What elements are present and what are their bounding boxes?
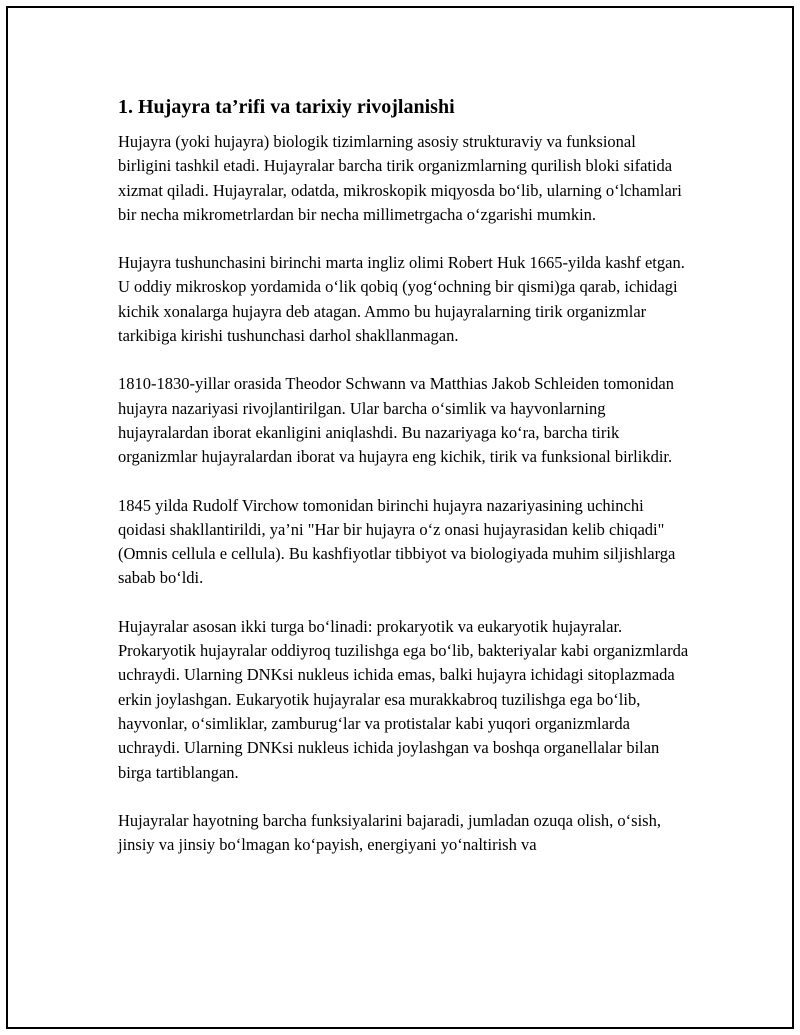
paragraph-definition: Hujayra (yoki hujayra) biologik tizimlarning asosiy strukturaviy va funksional birligini tashkil etadi. Hujayralar barcha tirik organizmlarning qurilish bloki sifatida xizmat qiladi. Hujayralar, odatda, mikroskopik miqyosda boʻlib, ularning oʻlchamlari bir necha mikrometrlardan bir necha millimetrgacha oʻzgarishi mumkin. [118, 132, 682, 224]
document-body [118, 94, 693, 881]
paragraph-cell-functions: Hujayralar hayotning barcha funksiyalarini bajaradi, jumladan ozuqa olish, oʻsish, jinsiy va jinsiy boʻlmagan koʻpayish, energiyani yoʻnaltirish va [118, 810, 661, 855]
paragraph-virchow: 1845 yilda Rudolf Virchow tomonidan birinchi hujayra nazariyasining uchinchi qoidasi shakllantirildi, ya’ni "Har bir hujayra oʻz onasi hujayrasidan kelib chiqadi" (Omnis cellula e cellula). Bu kashfiyotlar tibbiyot va biologiyada muhim siljishlarga sabab boʻldi. [118, 495, 676, 588]
paragraph-cell-types: Hujayralar asosan ikki turga boʻlinadi: prokaryotik va eukaryotik hujayralar. Prokaryotik hujayralar oddiyroq tuzilishga ega boʻlib, bakteriyalar kabi organizmlarda uchraydi. Ularning DNKsi nukleus ichida emas, balki hujayra ichidagi sitoplazmada erkin joylashgan. Eukaryotik hujayralar esa murakkabroq tuzilishga ega boʻlib, hayvonlar, oʻsimliklar, zamburugʻlar va protistalar kabi yuqori organizmlarda uchraydi. Ularning DNKsi nukleus ichida joylashgan va boshqa organellalar bilan birga tartiblangan. [118, 616, 689, 782]
paragraph-cell-theory: 1810-1830-yillar orasida Theodor Schwann va Matthias Jakob Schleiden tomonidan hujayra nazariyasi rivojlantirilgan. Ular barcha oʻsimlik va hayvonlarning hujayralardan iborat ekanligini aniqlashdi. Bu nazariyaga koʻra, barcha tirik organizmlar hujayralardan iborat va hujayra eng kichik, tirik va funksional birlikdir. [118, 374, 674, 467]
section-heading: 1. Hujayra ta’rifi va tarixiy rivojlanishi [118, 96, 455, 118]
paragraph-robert-hooke: Hujayra tushunchasini birinchi marta ingliz olimi Robert Huk 1665-yilda kashf etgan. U oddiy mikroskop yordamida oʻlik qobiq (yogʻochning bir qismi)ga qarab, ichidagi kichik xonalarga hujayra deb atagan. Ammo bu hujayralarning tirik organizmlar tarkibiga kirishi tushunchasi darhol shakllanmagan. [118, 253, 685, 346]
